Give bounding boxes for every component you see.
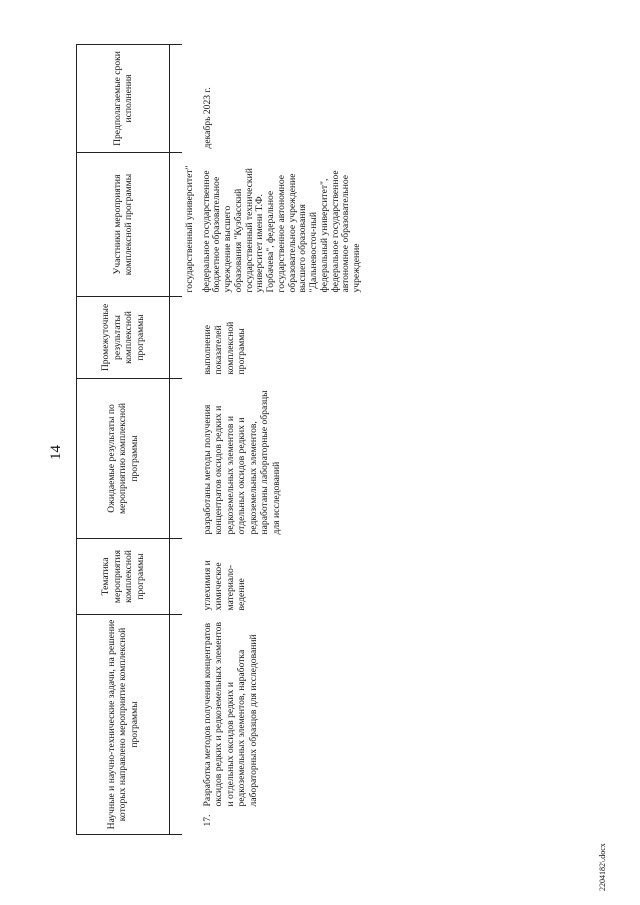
header-intermediate-results: Промежуточные результаты комплексной программы: [77, 296, 170, 378]
row-intermediate-results: выполнение показателей комплексной программы: [201, 321, 248, 375]
program-table: [76, 44, 366, 835]
header-separator-row: [170, 44, 183, 834]
row-participants: федеральное государственное бюджетное образовательное учреждение высшего образования "Кузбасский государственный технический университет имени Т.Ф. Горбачева", федеральное государственное автономное образовательное учреждение высшего образования "Дальневосточ-ный федеральный университет", федеральное государственное автономное образовательное учреждение: [200, 168, 363, 293]
table-header-row: [77, 44, 170, 834]
table-row: [199, 44, 366, 834]
header-participants: Участники мероприятия комплексной программы: [77, 152, 170, 296]
table-row-carryover: [182, 44, 199, 834]
row-number: 17.: [201, 814, 213, 827]
header-task: Научные и научно-технические задачи, на решение которых направлено мероприятие комплексной программы: [77, 614, 170, 834]
row-expected-results: разработаны методы получения концентратов оксидов редких и редкоземельных элементов и отдельных оксидов редких и редкоземельных элементов, наработаны лабораторные образцы для исследований: [201, 390, 282, 535]
file-name-footer: 2204182\.docx: [598, 843, 607, 891]
row-task: Разработка методов получения концентратов оксидов редких и редкоземельных элементов и отдельных оксидов редких и редкоземельных элементов, наработка лабораторных образцов для исследований: [201, 622, 259, 807]
row-topic: углехимия и химическое материало-ведение: [201, 560, 248, 611]
header-topic: Тематика мероприятия комплексной программы: [77, 538, 170, 614]
header-deadline: Предполагаемые сроки исполнения: [77, 44, 170, 152]
carryover-participant: государственный университет": [184, 165, 195, 293]
row-deadline: декабрь 2023 г.: [201, 87, 213, 149]
page-number: 14: [48, 445, 64, 460]
header-expected-results: Ожидаемые результаты по мероприятию комплексной программы: [77, 378, 170, 538]
